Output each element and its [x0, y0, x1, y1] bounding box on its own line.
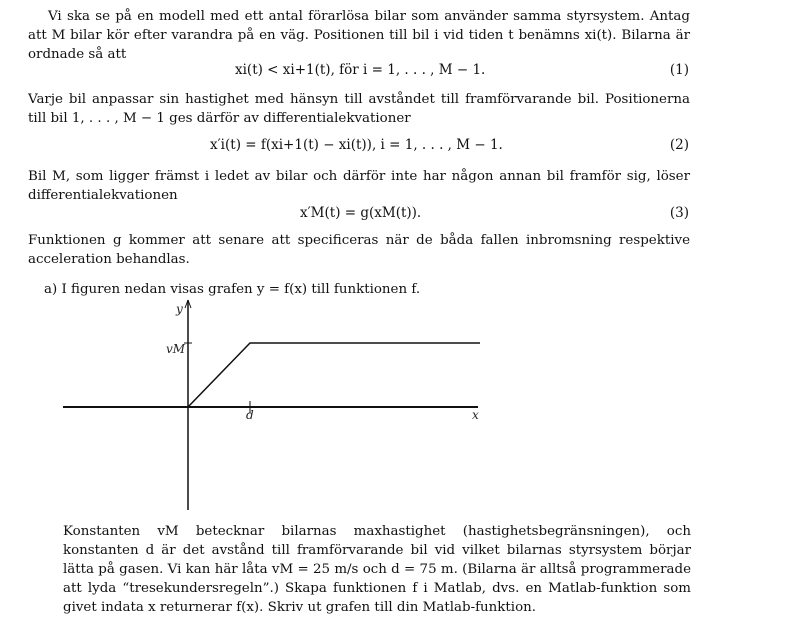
equation-1: xi(t) < xi+1(t), för i = 1, . . . , M − 1.: [235, 62, 486, 78]
equation-1-number: (1): [669, 62, 689, 78]
x-axis-label: x: [472, 408, 479, 422]
paragraph-lead-car: Bil M, som ligger främst i ledet av bilar och därför inte har någon annan bil framför sig, löser differentialekvationen: [28, 169, 690, 203]
paragraph-intro: Vi ska se på en modell med ett antal förarlösa bilar som använder samma styrsystem. Antag att M bilar kör efter varandra på en väg. Positionen till bil i vid tiden t benämns xi(t). Bilarna är ordnade så att: [28, 9, 690, 62]
paragraph-constants: Konstanten vM betecknar bilarnas maxhastighet (hastighetsbegränsningen), och konstanten d är det avstånd till framförvarande bil vid vilket bilarnas styrsystem börjar lätta på gasen. Vi kan här låta vM = 25 m/s och d = 75 m. (Bilarna är alltså programmerade att lyda “tresekundersregeln”.) Skapa funktionen f i Matlab, dvs. en Matlab-funktion som givet indata x returnerar f(x). Skriv ut grafen till din Matlab-funktion.: [63, 524, 691, 615]
equation-3: x′M(t) = g(xM(t)).: [300, 205, 422, 221]
equation-2: x′i(t) = f(xi+1(t) − xi(t)), i = 1, . . . , M − 1.: [210, 137, 503, 153]
equation-2-number: (2): [669, 137, 689, 153]
item-a-heading: a) I figuren nedan visas grafen y = f(x) till funktionen f.: [44, 282, 421, 297]
paragraph-function-g: Funktionen g kommer att senare att specificeras när de båda fallen inbromsning respektive acceleration behandlas.: [28, 233, 690, 267]
equation-3-number: (3): [669, 205, 689, 221]
y-axis-label: y: [176, 302, 183, 316]
x-tick-label-d: d: [246, 408, 254, 422]
y-tick-label-vm: vM: [166, 342, 186, 356]
paragraph-positions: Varje bil anpassar sin hastighet med hänsyn till avståndet till framförvarande bil. Positionerna till bil 1, . . . , M − 1 ges därför av differentialekvationer: [28, 92, 690, 126]
graph-line: [188, 343, 480, 407]
